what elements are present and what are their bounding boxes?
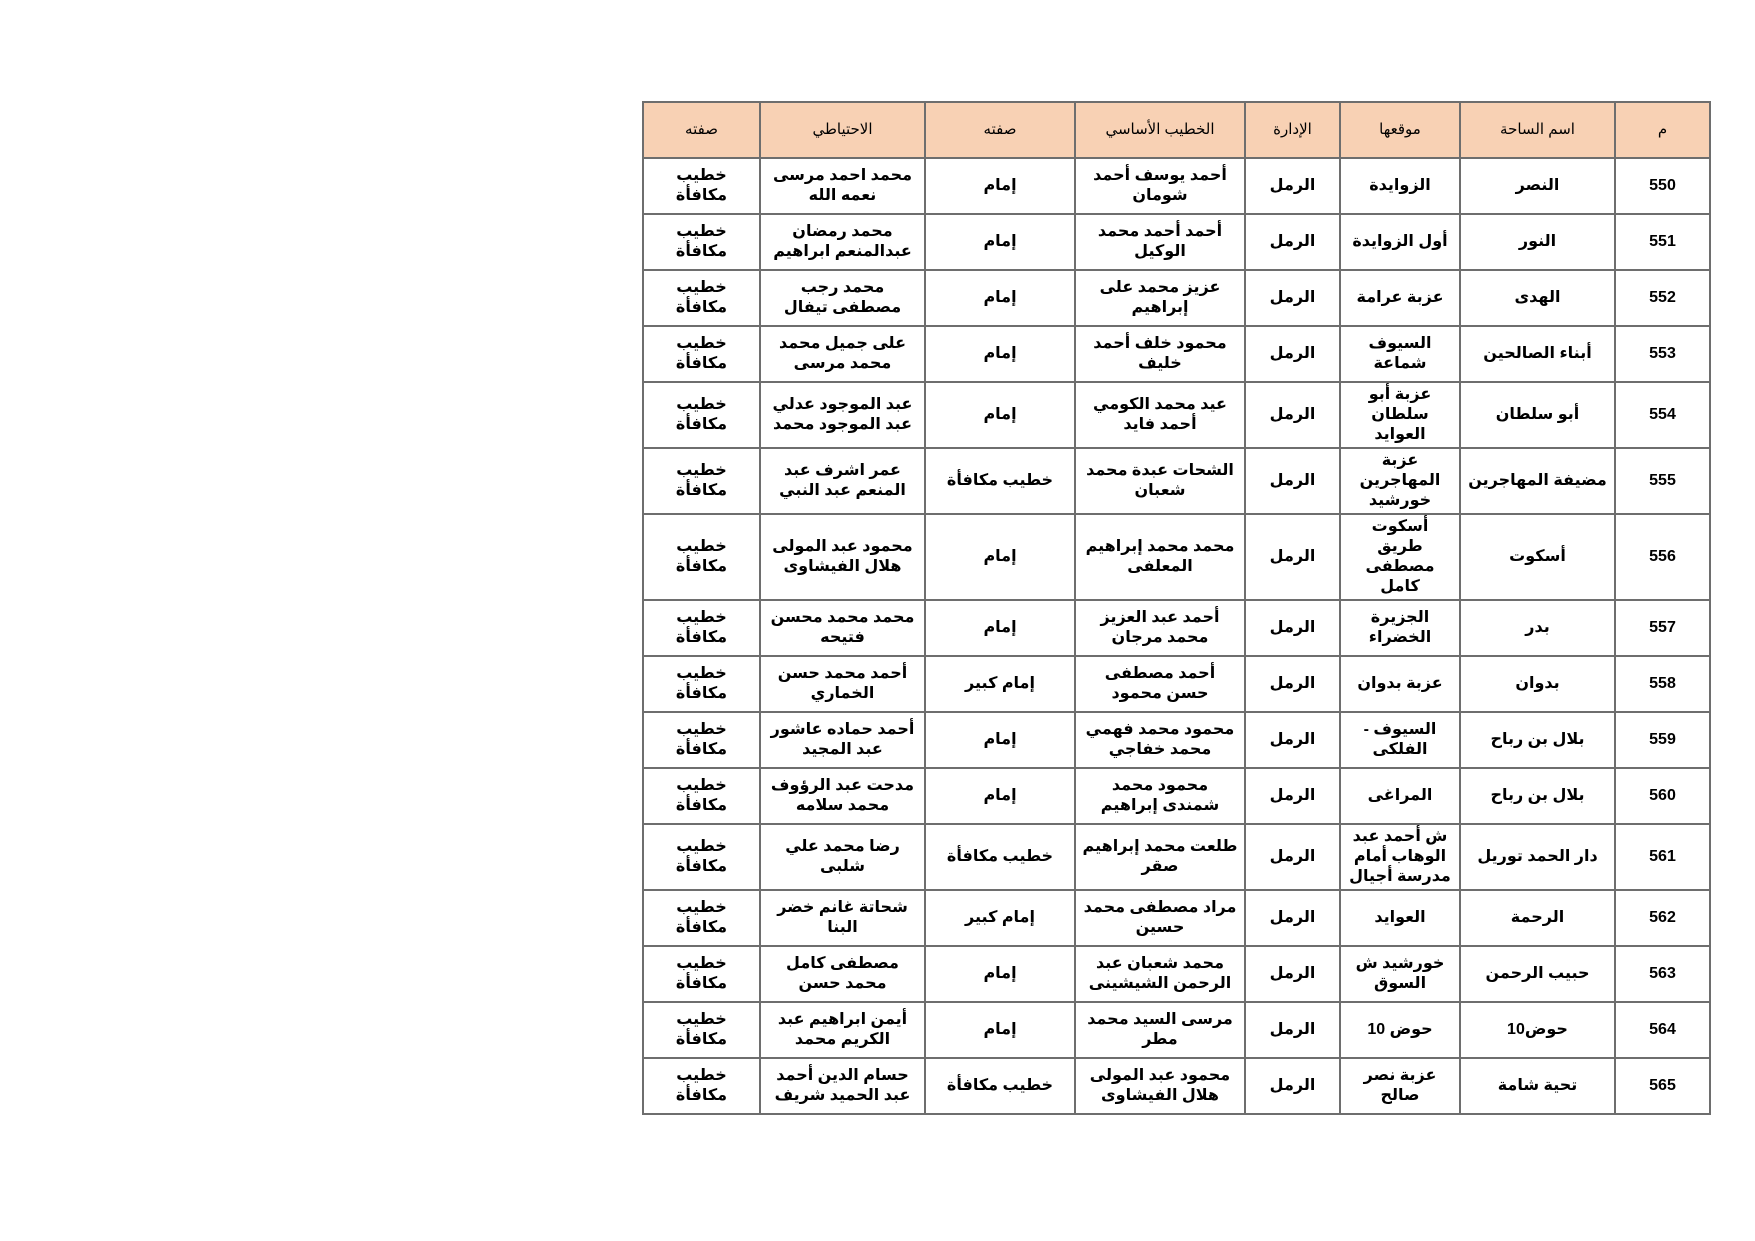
cell-main-preacher: أحمد أحمد محمد الوكيل: [1075, 214, 1245, 270]
cell-main-preacher: طلعت محمد إبراهيم صقر: [1075, 824, 1245, 890]
table-row: [643, 158, 1710, 214]
cell-administration: الرمل: [1245, 382, 1340, 448]
cell-reserve-preacher: عبد الموجود عدلي عبد الموجود محمد: [760, 382, 925, 448]
cell-reserve-preacher: شحاتة غانم خضر البنا: [760, 890, 925, 946]
table-row: [643, 382, 1710, 448]
cell-serial: 559: [1615, 712, 1710, 768]
cell-administration: الرمل: [1245, 946, 1340, 1002]
cell-main-preacher: عيد محمد الكومي أحمد فايد: [1075, 382, 1245, 448]
cell-main-role: خطيب مكافأة: [925, 824, 1075, 890]
cell-reserve-preacher: أحمد حماده عاشور عبد المجيد: [760, 712, 925, 768]
cell-main-preacher: محمود محمد فهمي محمد خفاجي: [1075, 712, 1245, 768]
cell-administration: الرمل: [1245, 656, 1340, 712]
table-row: [643, 1058, 1710, 1114]
cell-location: العوايد: [1340, 890, 1460, 946]
table-row: [643, 890, 1710, 946]
cell-reserve-preacher: محمد رمضان عبدالمنعم ابراهيم: [760, 214, 925, 270]
cell-main-preacher: الشحات عبدة محمد شعبان: [1075, 448, 1245, 514]
cell-main-role: خطيب مكافأة: [925, 1058, 1075, 1114]
header-main-role: صفته: [925, 102, 1075, 158]
cell-location: عزبة المهاجرين خورشيد: [1340, 448, 1460, 514]
cell-mosque-name: أبو سلطان: [1460, 382, 1615, 448]
table-row: [643, 448, 1710, 514]
cell-main-role: إمام: [925, 382, 1075, 448]
cell-reserve-preacher: محمد رجب مصطفى تيفال: [760, 270, 925, 326]
cell-reserve-preacher: محمود عبد المولى هلال الفيشاوى: [760, 514, 925, 600]
cell-reserve-role: خطيب مكافأة: [643, 768, 760, 824]
table-row: [643, 270, 1710, 326]
cell-reserve-preacher: محمد محمد محسن فتيحه: [760, 600, 925, 656]
cell-mosque-name: حبيب الرحمن: [1460, 946, 1615, 1002]
cell-serial: 564: [1615, 1002, 1710, 1058]
cell-mosque-name: بلال بن رباح: [1460, 712, 1615, 768]
cell-mosque-name: دار الحمد توريل: [1460, 824, 1615, 890]
cell-administration: الرمل: [1245, 270, 1340, 326]
cell-main-role: إمام: [925, 600, 1075, 656]
table-row: [643, 656, 1710, 712]
table-row: [643, 824, 1710, 890]
cell-reserve-preacher: مصطفى كامل محمد حسن: [760, 946, 925, 1002]
cell-administration: الرمل: [1245, 890, 1340, 946]
cell-location: عزبة أبو سلطان العوايد: [1340, 382, 1460, 448]
cell-serial: 562: [1615, 890, 1710, 946]
cell-mosque-name: أبناء الصالحين: [1460, 326, 1615, 382]
cell-reserve-preacher: حسام الدين أحمد عبد الحميد شريف: [760, 1058, 925, 1114]
cell-serial: 550: [1615, 158, 1710, 214]
cell-location: خورشيد ش السوق: [1340, 946, 1460, 1002]
cell-reserve-role: خطيب مكافأة: [643, 890, 760, 946]
cell-main-role: إمام: [925, 712, 1075, 768]
cell-administration: الرمل: [1245, 514, 1340, 600]
cell-serial: 557: [1615, 600, 1710, 656]
header-administration: الإدارة: [1245, 102, 1340, 158]
cell-mosque-name: بلال بن رباح: [1460, 768, 1615, 824]
cell-main-preacher: محمد محمد إبراهيم المعلفى: [1075, 514, 1245, 600]
cell-mosque-name: حوض10: [1460, 1002, 1615, 1058]
cell-location: عزبة نصر صالح: [1340, 1058, 1460, 1114]
cell-main-preacher: محمود محمد شمندى إبراهيم: [1075, 768, 1245, 824]
cell-mosque-name: بدر: [1460, 600, 1615, 656]
cell-serial: 551: [1615, 214, 1710, 270]
cell-mosque-name: الهدى: [1460, 270, 1615, 326]
header-mosque-name: اسم الساحة: [1460, 102, 1615, 158]
cell-serial: 560: [1615, 768, 1710, 824]
cell-main-role: إمام: [925, 946, 1075, 1002]
cell-location: عزبة بدوان: [1340, 656, 1460, 712]
cell-mosque-name: تحية شامة: [1460, 1058, 1615, 1114]
cell-location: الزوايدة: [1340, 158, 1460, 214]
table-row: [643, 214, 1710, 270]
table-row: [643, 326, 1710, 382]
header-reserve-preacher: الاحتياطي: [760, 102, 925, 158]
cell-reserve-role: خطيب مكافأة: [643, 1058, 760, 1114]
cell-administration: الرمل: [1245, 214, 1340, 270]
cell-serial: 558: [1615, 656, 1710, 712]
cell-main-preacher: مرسى السيد محمد مطر: [1075, 1002, 1245, 1058]
cell-serial: 563: [1615, 946, 1710, 1002]
cell-reserve-role: خطيب مكافأة: [643, 326, 760, 382]
table-header-row: [643, 102, 1710, 158]
header-serial: م: [1615, 102, 1710, 158]
table-row: [643, 600, 1710, 656]
cell-reserve-preacher: عمر اشرف عبد المنعم عبد النبي: [760, 448, 925, 514]
cell-serial: 555: [1615, 448, 1710, 514]
cell-location: أول الزوايدة: [1340, 214, 1460, 270]
cell-reserve-preacher: على جميل محمد محمد مرسى: [760, 326, 925, 382]
table-row: [643, 768, 1710, 824]
cell-location: المراغى: [1340, 768, 1460, 824]
cell-main-role: إمام: [925, 270, 1075, 326]
cell-serial: 553: [1615, 326, 1710, 382]
cell-reserve-preacher: مدحت عبد الرؤوف محمد سلامه: [760, 768, 925, 824]
cell-reserve-role: خطيب مكافأة: [643, 946, 760, 1002]
cell-administration: الرمل: [1245, 712, 1340, 768]
cell-administration: الرمل: [1245, 600, 1340, 656]
cell-reserve-preacher: رضا محمد علي شلبى: [760, 824, 925, 890]
cell-main-preacher: مراد مصطفى محمد حسين: [1075, 890, 1245, 946]
cell-administration: الرمل: [1245, 768, 1340, 824]
cell-reserve-role: خطيب مكافأة: [643, 600, 760, 656]
cell-location: ش أحمد عبد الوهاب أمام مدرسة أجيال: [1340, 824, 1460, 890]
cell-reserve-role: خطيب مكافأة: [643, 1002, 760, 1058]
cell-reserve-role: خطيب مكافأة: [643, 382, 760, 448]
cell-location: حوض 10: [1340, 1002, 1460, 1058]
cell-reserve-preacher: محمد احمد مرسى نعمه الله: [760, 158, 925, 214]
cell-location: أسكوت طريق مصطفى كامل: [1340, 514, 1460, 600]
cell-main-preacher: عزيز محمد على إبراهيم: [1075, 270, 1245, 326]
cell-location: السيوف - الفلكى: [1340, 712, 1460, 768]
cell-mosque-name: النصر: [1460, 158, 1615, 214]
header-reserve-role: صفته: [643, 102, 760, 158]
cell-location: الجزيرة الخضراء: [1340, 600, 1460, 656]
cell-main-role: إمام كبير: [925, 656, 1075, 712]
cell-administration: الرمل: [1245, 1002, 1340, 1058]
cell-reserve-preacher: أيمن ابراهيم عبد الكريم محمد: [760, 1002, 925, 1058]
cell-administration: الرمل: [1245, 326, 1340, 382]
cell-serial: 556: [1615, 514, 1710, 600]
cell-location: السيوف شماعة: [1340, 326, 1460, 382]
cell-reserve-role: خطيب مكافأة: [643, 448, 760, 514]
cell-main-preacher: محمود خلف أحمد خليف: [1075, 326, 1245, 382]
cell-reserve-role: خطيب مكافأة: [643, 158, 760, 214]
cell-reserve-role: خطيب مكافأة: [643, 214, 760, 270]
preachers-roster-table: [642, 101, 1711, 1115]
cell-administration: الرمل: [1245, 158, 1340, 214]
cell-main-role: إمام: [925, 326, 1075, 382]
table-row: [643, 514, 1710, 600]
cell-reserve-role: خطيب مكافأة: [643, 514, 760, 600]
cell-mosque-name: أسكوت: [1460, 514, 1615, 600]
cell-mosque-name: النور: [1460, 214, 1615, 270]
cell-mosque-name: الرحمة: [1460, 890, 1615, 946]
cell-reserve-role: خطيب مكافأة: [643, 712, 760, 768]
header-main-preacher: الخطيب الأساسي: [1075, 102, 1245, 158]
cell-serial: 554: [1615, 382, 1710, 448]
cell-location: عزبة عرامة: [1340, 270, 1460, 326]
cell-main-role: إمام كبير: [925, 890, 1075, 946]
cell-main-role: إمام: [925, 514, 1075, 600]
cell-administration: الرمل: [1245, 824, 1340, 890]
cell-main-preacher: محمد شعبان عبد الرحمن الشيشينى: [1075, 946, 1245, 1002]
table-row: [643, 1002, 1710, 1058]
header-location: موقعها: [1340, 102, 1460, 158]
cell-administration: الرمل: [1245, 448, 1340, 514]
cell-main-role: خطيب مكافأة: [925, 448, 1075, 514]
cell-serial: 561: [1615, 824, 1710, 890]
cell-main-role: إمام: [925, 214, 1075, 270]
cell-mosque-name: مضيفة المهاجرين: [1460, 448, 1615, 514]
cell-main-role: إمام: [925, 1002, 1075, 1058]
cell-serial: 552: [1615, 270, 1710, 326]
cell-reserve-preacher: أحمد محمد حسن الخماري: [760, 656, 925, 712]
cell-reserve-role: خطيب مكافأة: [643, 656, 760, 712]
cell-administration: الرمل: [1245, 1058, 1340, 1114]
cell-main-role: إمام: [925, 158, 1075, 214]
table-row: [643, 946, 1710, 1002]
cell-main-role: إمام: [925, 768, 1075, 824]
cell-main-preacher: محمود عبد المولى هلال الفيشاوى: [1075, 1058, 1245, 1114]
cell-serial: 565: [1615, 1058, 1710, 1114]
cell-reserve-role: خطيب مكافأة: [643, 270, 760, 326]
cell-main-preacher: أحمد عبد العزيز محمد مرجان: [1075, 600, 1245, 656]
cell-reserve-role: خطيب مكافأة: [643, 824, 760, 890]
cell-main-preacher: أحمد يوسف أحمد شومان: [1075, 158, 1245, 214]
cell-mosque-name: بدوان: [1460, 656, 1615, 712]
cell-main-preacher: أحمد مصطفى حسن محمود: [1075, 656, 1245, 712]
table-row: [643, 712, 1710, 768]
